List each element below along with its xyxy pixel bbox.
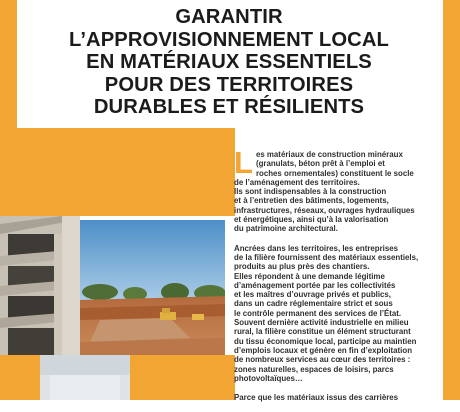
text-line: et à l’entretien des bâtiments, logements, [234,196,389,206]
text-line: Souvent dernière activité industrielle en milieu [234,318,409,328]
text-line: Ancrées dans les territoires, les entreprises [234,243,399,253]
text-line: produits au plus près des chantiers. [234,262,370,272]
body-text [234,145,439,412]
text-line: roches ornementales) constituent le socle [255,168,414,178]
text-line: de nombreux services au cœur des territoires : [234,355,411,365]
text-line: de la filière fournissent des matériaux essentiels, [234,252,419,262]
paragraph-quarries [234,393,439,402]
text-line: Ils sont indispensables à la construction [234,187,387,197]
title-line: DURABLES ET RÉSILIENTS [93,96,365,118]
drop-cap: L [234,145,253,180]
bottom-photo [40,355,130,400]
text-line: zones naturelles, espaces de loisirs, parcs [234,364,394,374]
text-line: et les maîtres d’ouvrage privés et publics, [234,290,391,300]
text-line: de l’aménagement des territoires. [234,177,360,187]
text-line: et énergétiques, ainsi qu’à la valorisation [234,215,389,225]
text-line: du patrimoine architectural. [234,224,338,234]
quarry-photo [80,220,225,355]
orange-border-right [443,0,460,400]
paragraph-territories [234,244,439,383]
text-line: du tissu économique local, participe au maintien [234,336,417,346]
text-line: dans un cadre réglementaire strict et sous [234,299,393,309]
text-line: photovoltaïques… [234,373,303,383]
title-line: GARANTIR [175,6,283,28]
paragraph-intro [234,145,439,234]
text-line: rural, la filière constitue un élément structurant [234,327,411,337]
building-photo [0,216,80,355]
title-line: EN MATÉRIAUX ESSENTIELS [86,51,372,73]
title-line: L’APPROVISIONNEMENT LOCAL [69,28,389,51]
text-line: le contrôle permanent des services de l’État. [234,308,402,318]
text-line: infrastructures, réseaux, ouvrages hydrauliques [234,205,415,215]
text-line: es matériaux de construction minéraux [255,150,403,159]
page-title [28,6,430,119]
text-line: Elles répondent à une demande légitime [234,271,385,281]
text-line: d’aménagement portée par les collectivités [234,280,396,290]
text-line: d’emplois locaux et génère en fin d’exploitation [234,345,413,355]
text-line: (granulats, béton prêt à l’emploi et [255,159,385,169]
text-line: Parce que les matériaux issus des carrières [234,393,399,403]
orange-accent-block [17,128,235,216]
title-line: POUR DES TERRITOIRES [104,73,354,96]
